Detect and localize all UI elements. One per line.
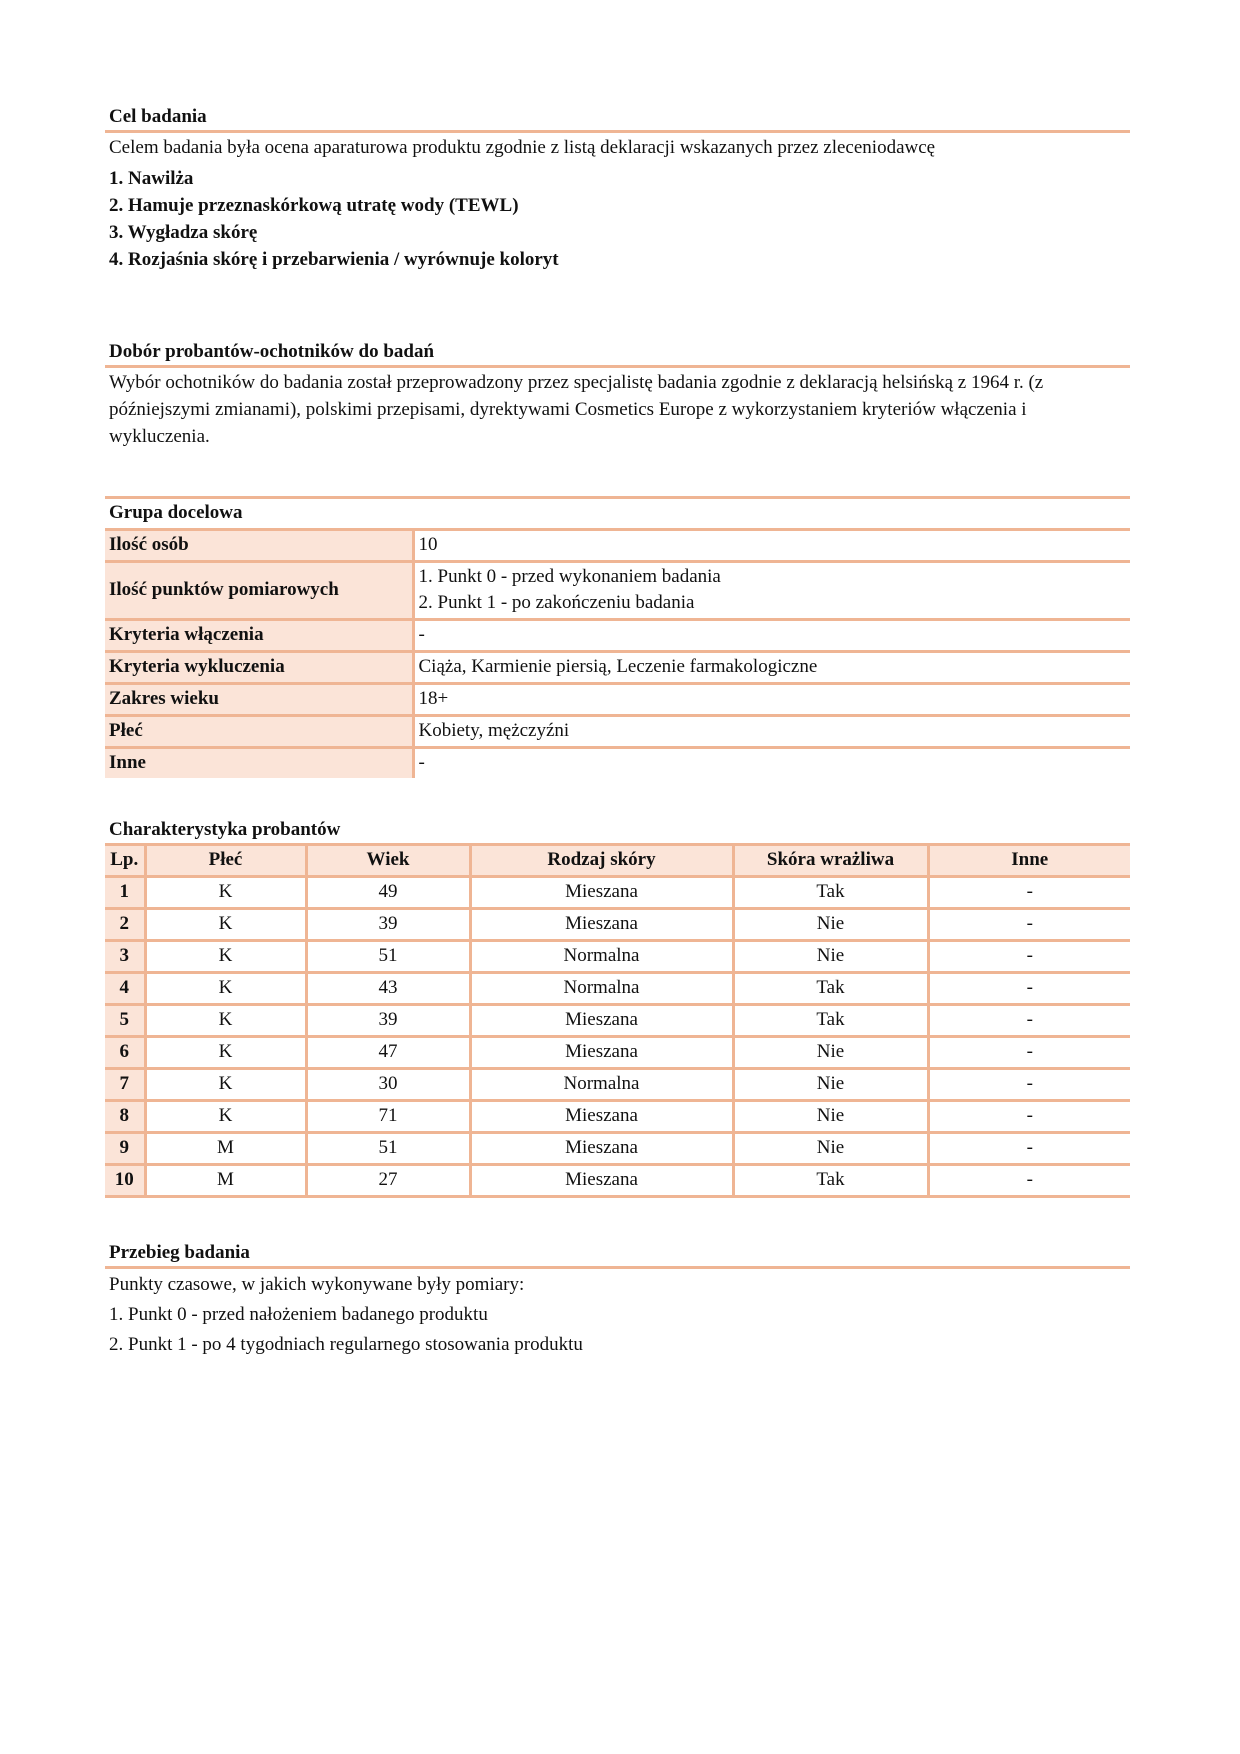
row-label: Kryteria włączenia — [105, 620, 413, 652]
row-label: Inne — [105, 748, 413, 779]
sex-cell: K — [145, 973, 306, 1005]
lp-cell: 6 — [105, 1037, 145, 1069]
goal-section — [105, 105, 1130, 273]
other-cell: - — [928, 973, 1130, 1005]
participants-table — [105, 843, 1130, 1198]
other-cell: - — [928, 877, 1130, 909]
participants-section — [105, 818, 1130, 1198]
sex-cell: K — [145, 941, 306, 973]
sensitive-skin-cell: Tak — [733, 1005, 928, 1037]
skin-type-cell: Normalna — [470, 1069, 733, 1101]
section-title: Charakterystyka probantów — [109, 819, 341, 840]
row-value: 10 — [413, 530, 1130, 562]
skin-type-cell: Mieszana — [470, 1101, 733, 1133]
age-cell: 49 — [306, 877, 470, 909]
sex-cell: M — [145, 1165, 306, 1197]
sex-cell: K — [145, 1005, 306, 1037]
table-row — [105, 877, 1130, 909]
skin-type-cell: Normalna — [470, 941, 733, 973]
goal-item: 3. Wygładza skórę — [109, 222, 258, 243]
target-group-table — [105, 496, 1130, 778]
table-row — [105, 716, 1130, 748]
table-row — [105, 1005, 1130, 1037]
goal-intro: Celem badania była ocena aparaturowa produktu zgodnie z listą deklaracji wskazanych przez zleceniodawcę — [109, 137, 936, 158]
table-row — [105, 684, 1130, 716]
row-value — [413, 562, 1130, 620]
sex-cell: K — [145, 877, 306, 909]
sensitive-skin-cell: Tak — [733, 1165, 928, 1197]
other-cell: - — [928, 909, 1130, 941]
procedure-intro: Punkty czasowe, w jakich wykonywane były pomiary: — [109, 1274, 525, 1295]
lp-cell: 10 — [105, 1165, 145, 1197]
row-value-line: 2. Punkt 1 - po zakończeniu badania — [418, 592, 695, 613]
table-row — [105, 530, 1130, 562]
row-label: Ilość punktów pomiarowych — [105, 562, 413, 620]
other-cell: - — [928, 1069, 1130, 1101]
procedure-item: 1. Punkt 0 - przed nałożeniem badanego produktu — [109, 1304, 488, 1325]
lp-cell: 8 — [105, 1101, 145, 1133]
lp-cell: 1 — [105, 877, 145, 909]
other-cell: - — [928, 941, 1130, 973]
age-cell: 51 — [306, 1133, 470, 1165]
goal-item: 2. Hamuje przeznaskórkową utratę wody (TEWL) — [109, 195, 519, 216]
target-group-section — [105, 496, 1130, 778]
lp-cell: 9 — [105, 1133, 145, 1165]
other-cell: - — [928, 1037, 1130, 1069]
column-header: Rodzaj skóry — [470, 845, 733, 877]
skin-type-cell: Mieszana — [470, 1165, 733, 1197]
sex-cell: K — [145, 1101, 306, 1133]
skin-type-cell: Mieszana — [470, 1037, 733, 1069]
skin-type-cell: Mieszana — [470, 909, 733, 941]
lp-cell: 2 — [105, 909, 145, 941]
column-header: Lp. — [105, 845, 145, 877]
sensitive-skin-cell: Nie — [733, 1101, 928, 1133]
column-header: Skóra wrażliwa — [733, 845, 928, 877]
sex-cell: M — [145, 1133, 306, 1165]
row-value: 18+ — [413, 684, 1130, 716]
row-value: Kobiety, mężczyźni — [413, 716, 1130, 748]
row-label: Zakres wieku — [105, 684, 413, 716]
sex-cell: K — [145, 909, 306, 941]
row-value: - — [418, 752, 425, 773]
sex-cell: K — [145, 1069, 306, 1101]
table-row — [105, 1101, 1130, 1133]
table-row — [105, 620, 1130, 652]
sensitive-skin-cell: Nie — [733, 941, 928, 973]
age-cell: 27 — [306, 1165, 470, 1197]
lp-cell: 7 — [105, 1069, 145, 1101]
age-cell: 51 — [306, 941, 470, 973]
sensitive-skin-cell: Nie — [733, 1037, 928, 1069]
other-cell: - — [928, 1005, 1130, 1037]
other-cell: - — [928, 1101, 1130, 1133]
column-header: Inne — [928, 845, 1130, 877]
section-title: Cel badania — [105, 105, 1130, 133]
column-header: Płeć — [145, 845, 306, 877]
row-value: - — [413, 620, 1130, 652]
table-row — [105, 1037, 1130, 1069]
table-row — [105, 562, 1130, 620]
table-row — [105, 941, 1130, 973]
goal-list — [105, 165, 1130, 273]
table-header-row — [105, 845, 1130, 877]
age-cell: 39 — [306, 909, 470, 941]
row-value-line: 1. Punkt 0 - przed wykonaniem badania — [418, 566, 721, 587]
other-cell: - — [928, 1133, 1130, 1165]
goal-item: 4. Rozjaśnia skórę i przebarwienia / wyrównuje koloryt — [109, 249, 559, 270]
table-title: Grupa docelowa — [105, 498, 1130, 530]
row-label: Ilość osób — [105, 530, 413, 562]
table-row — [105, 1165, 1130, 1197]
section-title: Dobór probantów-ochotników do badań — [105, 340, 1130, 368]
other-cell: - — [928, 1165, 1130, 1197]
procedure-item: 2. Punkt 1 - po 4 tygodniach regularnego stosowania produktu — [109, 1334, 583, 1355]
age-cell: 43 — [306, 973, 470, 1005]
sensitive-skin-cell: Nie — [733, 1069, 928, 1101]
procedure-section — [105, 1241, 1130, 1360]
sensitive-skin-cell: Tak — [733, 877, 928, 909]
sensitive-skin-cell: Tak — [733, 973, 928, 1005]
skin-type-cell: Normalna — [470, 973, 733, 1005]
age-cell: 39 — [306, 1005, 470, 1037]
goal-item: 1. Nawilża — [109, 168, 194, 189]
selection-section — [105, 340, 1130, 450]
skin-type-cell: Mieszana — [470, 1133, 733, 1165]
skin-type-cell: Mieszana — [470, 1005, 733, 1037]
sensitive-skin-cell: Nie — [733, 1133, 928, 1165]
age-cell: 30 — [306, 1069, 470, 1101]
lp-cell: 4 — [105, 973, 145, 1005]
row-label: Kryteria wykluczenia — [105, 652, 413, 684]
section-title: Przebieg badania — [105, 1241, 1130, 1269]
table-row — [105, 909, 1130, 941]
lp-cell: 3 — [105, 941, 145, 973]
table-row — [105, 973, 1130, 1005]
lp-cell: 5 — [105, 1005, 145, 1037]
row-label: Płeć — [105, 716, 413, 748]
skin-type-cell: Mieszana — [470, 877, 733, 909]
age-cell: 71 — [306, 1101, 470, 1133]
age-cell: 47 — [306, 1037, 470, 1069]
table-row — [105, 652, 1130, 684]
selection-text: Wybór ochotników do badania został przeprowadzony przez specjalistę badania zgodnie z deklaracją helsińską z 1964 r. (z późniejszymi zmianami), polskimi przepisami, dyrektywami Cosmetics Europe z wykorzystaniem kryteriów włączenia i wykluczenia. — [109, 372, 1044, 447]
table-row — [105, 748, 1130, 779]
row-value: Ciąża, Karmienie piersią, Leczenie farmakologiczne — [413, 652, 1130, 684]
sensitive-skin-cell: Nie — [733, 909, 928, 941]
column-header: Wiek — [306, 845, 470, 877]
sex-cell: K — [145, 1037, 306, 1069]
table-row — [105, 1133, 1130, 1165]
table-row — [105, 1069, 1130, 1101]
